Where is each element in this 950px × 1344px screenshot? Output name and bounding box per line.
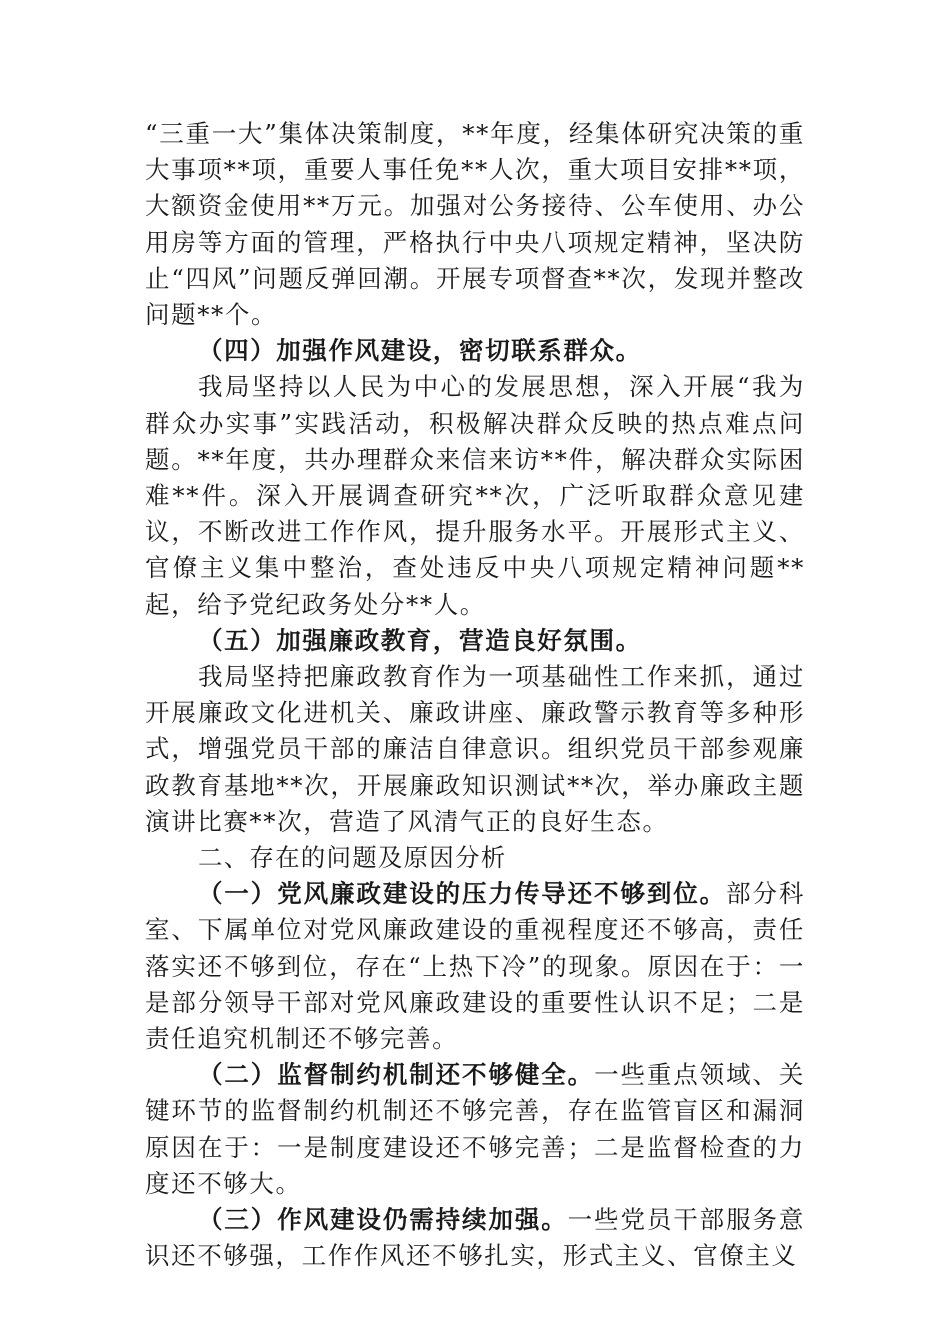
subheading-integrity-education: （五）加强廉政教育，营造良好氛围。 — [198, 625, 642, 655]
document-page — [145, 116, 805, 1275]
paragraph-work-style: 我局坚持以人民为中心的发展思想，深入开展“我为群众办实事”实践活动，积极解决群众反映的热点难点问题。**年度，共办理群众来信来访**件，解决群众实际困难**件。深入开展调查研究**次，广泛听取群众意见建议，不断改进工作作风，提升服务水平。开展形式主义、官僚主义集中整治，查处违反中央八项规定精神问题**起，给予党纪政务处分**人。 — [145, 372, 805, 619]
problem-1-title: （一）党风廉政建设的压力传导还不够到位。 — [198, 879, 727, 909]
subheading-work-style: （四）加强作风建设，密切联系群众。 — [198, 336, 642, 366]
problem-3-body: 一些党员干部服务意识还不够强，工作作风还不够扎实，形式主义、官僚主义 — [145, 1205, 805, 1271]
paragraph-integrity-education: 我局坚持把廉政教育作为一项基础性工作来抓，通过开展廉政文化进机关、廉政讲座、廉政警示教育等多种形式，增强党员干部的廉洁自律意识。组织党员干部参观廉政教育基地**次，开展廉政知识测试**次，举办廉政主题演讲比赛**次，营造了风清气正的良好生态。 — [145, 662, 805, 836]
paragraph-decision-system: “三重一大”集体决策制度，**年度，经集体研究决策的重大事项**项，重要人事任免**人次，重大项目安排**项，大额资金使用**万元。加强对公务接待、公车使用、办公用房等方面的管理，严格执行中央八项规定精神，坚决防止“四风”问题反弹回潮。开展专项督查**次，发现并整改问题**个。 — [145, 119, 805, 330]
problem-2-title: （二）监督制约机制还不够健全。 — [198, 1060, 595, 1090]
problem-2-body: 一些重点领域、关键环节的监督制约机制还不够完善，存在监管盲区和漏洞原因在于：一是制度建设还不够完善；二是监督检查的力度还不够大。 — [145, 1060, 805, 1198]
problem-3-title: （三）作风建设仍需持续加强。 — [198, 1205, 568, 1235]
paragraph-problem-3 — [145, 1202, 805, 1274]
section-heading-problems: 二、存在的问题及原因分析 — [198, 843, 507, 873]
problem-1-body: 部分科室、下属单位对党风廉政建设的重视程度还不够高，责任落实还不够到位，存在“上热下冷”的现象。原因在于：一是部分领导干部对党风廉政建设的重要性认识不足；二是责任追究机制还不够完善。 — [145, 879, 805, 1054]
paragraph-problem-2 — [145, 1057, 805, 1202]
paragraph-problem-1 — [145, 876, 805, 1057]
